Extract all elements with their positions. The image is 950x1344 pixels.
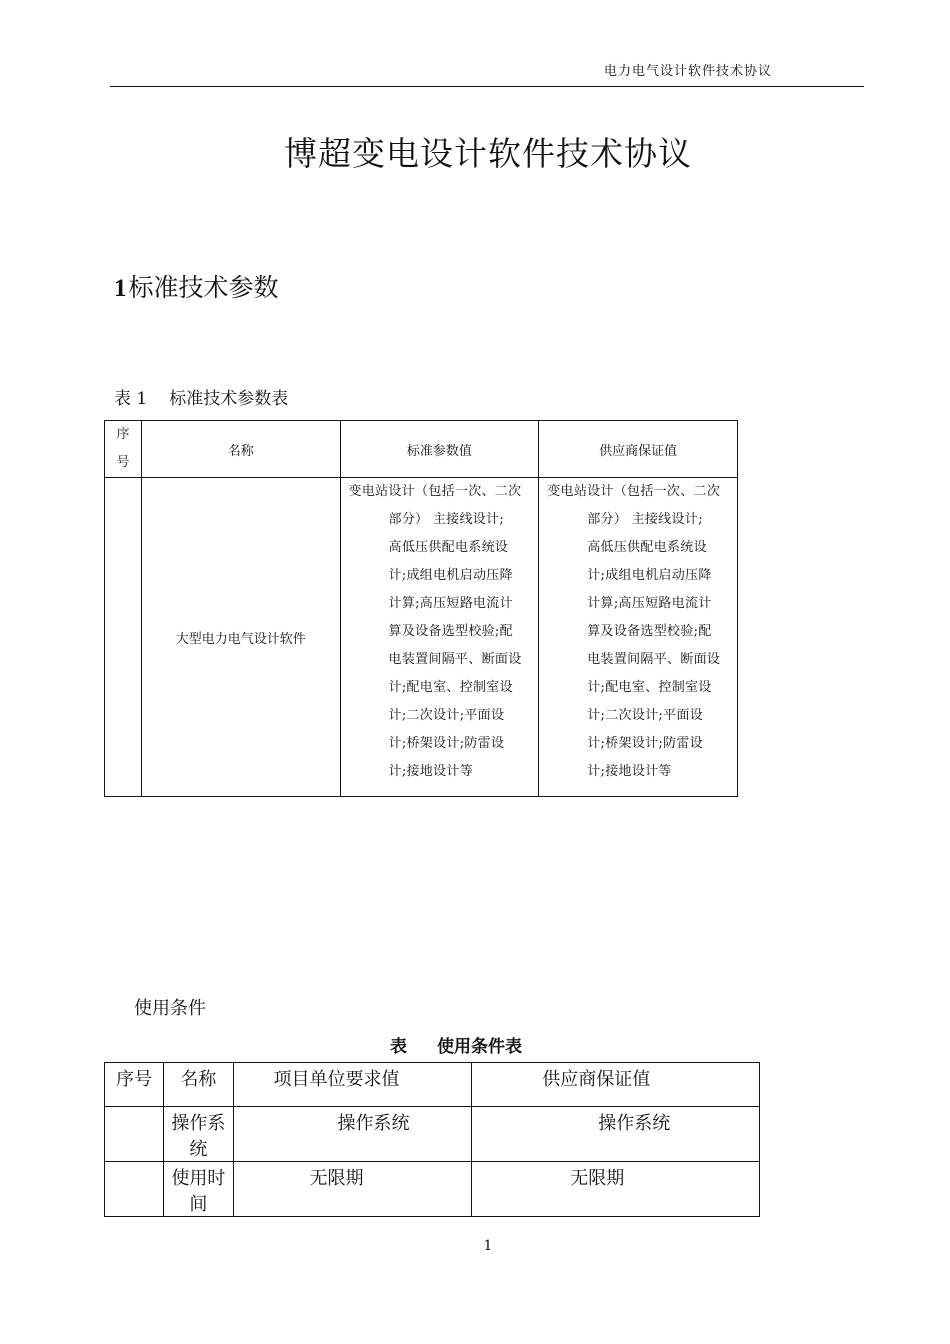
header-seq-line1: 序: [116, 427, 130, 442]
header-name: 名称: [141, 421, 340, 478]
table2-caption-prefix: 表: [390, 1037, 407, 1057]
supplier-line: 计;二次设计;平面设: [587, 708, 703, 723]
supplier-line: 计;成组电机启动压降: [587, 568, 712, 583]
supplier-line: 变电站设计（包括一次、二次: [547, 484, 721, 499]
table-row: [105, 1107, 760, 1162]
standard-line: 高低压供配电系统设: [388, 540, 509, 555]
standard-line: 变电站设计（包括一次、二次: [348, 484, 522, 499]
conditions-heading: 使用条件: [134, 998, 206, 1019]
row-name: 操作系统: [164, 1107, 233, 1162]
table-row: [105, 478, 738, 797]
header-supplier: 供应商保证值: [539, 421, 738, 478]
header-supplier: 供应商保证值: [472, 1063, 760, 1107]
standard-line: 计;接地设计等: [388, 764, 473, 779]
header-seq-line2: 号: [116, 455, 130, 470]
row-supplier: 无限期: [472, 1162, 760, 1217]
row-required: 无限期: [233, 1162, 472, 1217]
table2-caption: [0, 1032, 912, 1057]
supplier-line: 计;接地设计等: [587, 764, 672, 779]
supplier-line: 高低压供配电系统设: [587, 540, 707, 555]
standard-line: 计;桥架设计;防雷设: [388, 736, 505, 751]
standard-line: 部分） 主接线设计;: [388, 512, 505, 527]
standard-parameters-table: [104, 420, 738, 797]
row-name: 使用时间: [164, 1162, 233, 1217]
header-name: 名称: [164, 1063, 233, 1107]
supplier-line: 计算;高压短路电流计: [587, 596, 712, 611]
standard-line: 算及设备选型校验;配: [388, 624, 513, 639]
supplier-line: 部分） 主接线设计;: [587, 512, 703, 527]
header-seq: [105, 421, 142, 478]
row-supplier: 操作系统: [472, 1107, 760, 1162]
supplier-line: 计;配电室、控制室设: [587, 680, 712, 695]
table1-caption-prefix: 表 1: [114, 389, 148, 409]
supplier-line: 电装置间隔平、断面设: [587, 652, 721, 667]
header-divider: [110, 86, 864, 87]
row-seq: [105, 1162, 164, 1217]
section-number: 1: [114, 275, 127, 302]
table1-caption: [114, 384, 288, 409]
page-number: 1: [483, 1238, 493, 1254]
row-required: 操作系统: [233, 1107, 472, 1162]
running-header: 电力电气设计软件技术协议: [604, 64, 773, 79]
header-required: 项目单位要求值: [233, 1063, 472, 1107]
document-title: 博超变电设计软件技术协议: [284, 134, 692, 173]
row-standard-value: [340, 478, 539, 797]
section-heading-text: 标准技术参数: [128, 273, 279, 302]
table1-caption-title: 标准技术参数表: [169, 389, 289, 409]
supplier-line: 算及设备选型校验;配: [587, 624, 712, 639]
standard-line: 计;配电室、控制室设: [388, 680, 513, 695]
row-supplier-value: [539, 478, 738, 797]
supplier-line: 计;桥架设计;防雷设: [587, 736, 703, 751]
standard-line: 计;成组电机启动压降: [388, 568, 513, 583]
table-header-row: [105, 421, 738, 478]
row-name: 大型电力电气设计软件: [141, 478, 340, 797]
row-seq: [105, 478, 142, 797]
standard-line: 电装置间隔平、断面设: [388, 652, 522, 667]
header-standard: 标准参数值: [340, 421, 539, 478]
header-seq: 序号: [105, 1063, 164, 1107]
row-seq: [105, 1107, 164, 1162]
table-header-row: [105, 1063, 760, 1107]
usage-conditions-table: [104, 1062, 760, 1217]
standard-line: 计算;高压短路电流计: [388, 596, 513, 611]
table2-caption-title: 使用条件表: [437, 1037, 522, 1057]
section-heading: [114, 268, 279, 304]
table-row: [105, 1162, 760, 1217]
standard-line: 计;二次设计;平面设: [388, 708, 505, 723]
